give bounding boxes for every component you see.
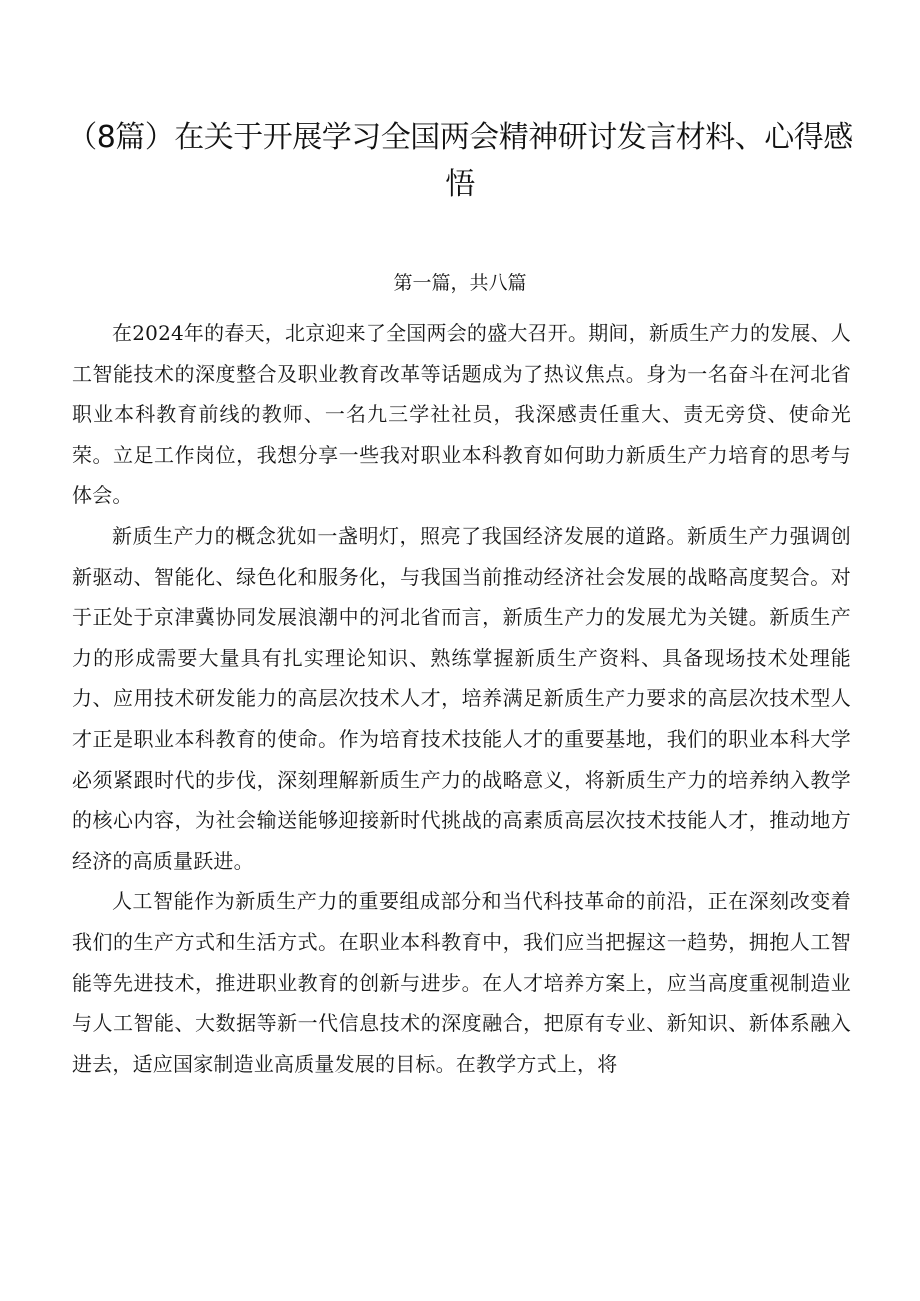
paragraph-2: 新质生产力的概念犹如一盏明灯，照亮了我国经济发展的道路。新质生产力强调创新驱动、智能化、绿色化和服务化，与我国当前推动经济社会发展的战略高度契合。对于正处于京津冀协同发展浪潮中的河北省而言，新质生产力的发展尤为关键。新质生产力的形成需要大量具有扎实理论知识、熟练掌握新质生产资料、具备现场技术处理能力、应用技术研发能力的高层次技术人才，培养满足新质生产力要求的高层次技术型人才正是职业本科教育的使命。作为培育技术技能人才的重要基地，我们的职业本科大学必须紧跟时代的步伐，深刻理解新质生产力的战略意义，将新质生产力的培养纳入教学的核心内容，为社会输送能够迎接新时代挑战的高素质高层次技术技能人才，推动地方经济的高质量跃进。 bbox=[72, 523, 851, 873]
paragraph-1: 在2024年的春天，北京迎来了全国两会的盛大召开。期间，新质生产力的发展、人工智能技术的深度整合及职业教育改革等话题成为了热议焦点。身为一名奋斗在河北省职业本科教育前线的教师、一名九三学社社员，我深感责任重大、责无旁贷、使命光荣。立足工作岗位，我想分享一些我对职业本科教育如何助力新质生产力培育的思考与体会。 bbox=[72, 321, 851, 508]
document-title: （8篇）在关于开展学习全国两会精神研讨发言材料、心得感悟 bbox=[67, 120, 853, 202]
section-heading: 第一篇，共八篇 bbox=[393, 272, 527, 294]
document-body bbox=[72, 313, 851, 1084]
paragraph-3: 人工智能作为新质生产力的重要组成部分和当代科技革命的前沿，正在深刻改变着我们的生产方式和生活方式。在职业本科教育中，我们应当把握这一趋势，拥抱人工智能等先进技术，推进职业教育的创新与进步。在人才培养方案上，应当高度重视制造业与人工智能、大数据等新一代信息技术的深度融合，把原有专业、新知识、新体系融入进去，适应国家制造业高质量发展的目标。在教学方式上，将 bbox=[72, 889, 851, 1076]
